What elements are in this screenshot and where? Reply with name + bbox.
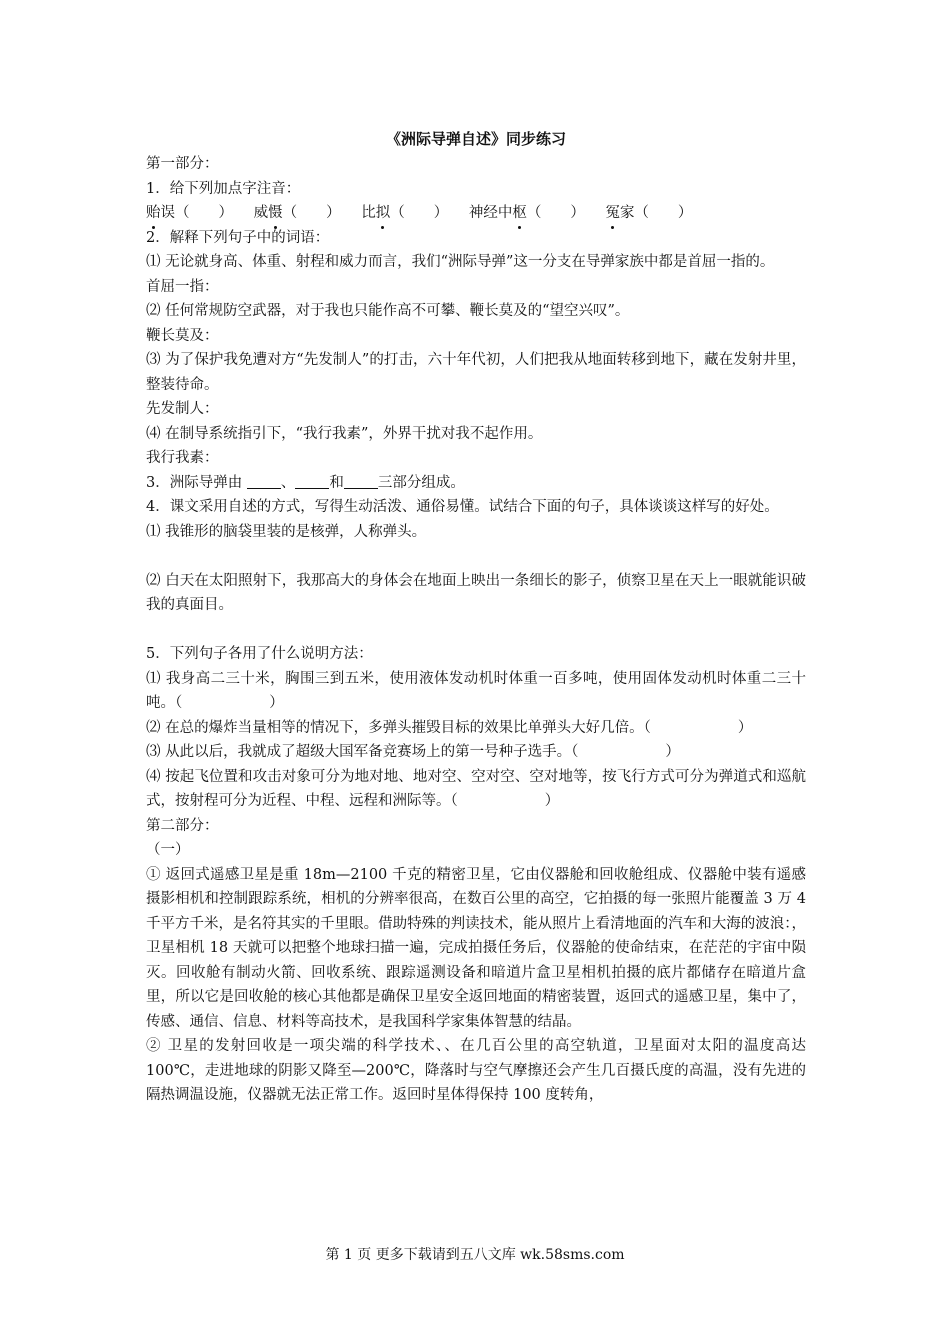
- dotted-char: 枢: [512, 201, 527, 226]
- document-body: [146, 126, 806, 1108]
- q2-word-2: 鞭长莫及：: [146, 327, 219, 344]
- q4-stem: 4．课文采用自述的方式，写得生动活泼、通俗易懂。试结合下面的句子，具体谈谈这样写的好处。: [146, 499, 779, 515]
- passage-paragraph-1: ① 返回式遥感卫星是重 18m—2100 千克的精密卫星，它由仪器舱和回收舱组成、仪器舱中装有遥感摄影相机和控制跟踪系统，相机的分辨率很高，在数百公里的高空，它拍摄的每一张照片能覆盖 3 万 4 千平方千米，是名符其实的千里眼。借助特殊的判读技术，能从照片上看清地面的汽车和大海的波浪：，卫星相机 18 天就可以把整个地球扫描一遍，完成拍摄任务后，仪器舱的使命结束，在茫茫的宇宙中陨灭。回收舱有制动火箭、回收系统、跟踪遥测设备和暗道片盒卫星相机拍摄的底片都储存在暗道片盒里，所以它是回收舱的核心其他都是确保卫星安全返回地面的精密装置，返回式的遥感卫星，集中了，传感、通信、信息、材料等高技术，是我国科学家集体智慧的结晶。: [146, 866, 806, 1030]
- q1-item: 威慑（ ）: [254, 201, 341, 226]
- q5-sentence-4: ⑷ 按起飞位置和攻击对象可分为地对地、地对空、空对空、空对地等，按飞行方式可分为弹道式和巡航式，按射程可分为近程、中程、远程和洲际等。（ ）: [146, 768, 806, 809]
- q1-items: [146, 201, 806, 226]
- q4-sentence-1: ⑴ 我锥形的脑袋里装的是核弹，人称弹头。: [146, 523, 427, 540]
- q5-sentence-2: ⑵ 在总的爆炸当量相等的情况下，多弹头摧毁目标的效果比单弹头大好几倍。（ ）: [146, 719, 753, 736]
- q2-sentence-1: ⑴ 无论就身高、体重、射程和威力而言，我们“洲际导弹”这一分支在导弹家族中都是首屈一指的。: [146, 254, 775, 270]
- q5-stem: 5．下列句子各用了什么说明方法：: [146, 646, 373, 662]
- q5-sentence-1: ⑴ 我身高二三十米，胸围三到五米，使用液体发动机时体重一百多吨，使用固体发动机时体重二三十吨。（ ）: [146, 670, 806, 711]
- q2-word-1: 首屈一指：: [146, 278, 219, 295]
- page-footer: 第 1 页 更多下载请到五八文库 wk.58sms.com: [325, 1247, 625, 1263]
- answer-blank[interactable]: [344, 474, 378, 489]
- q4-sentence-2: ⑵ 白天在太阳照射下，我那高大的身体会在地面上映出一条细长的影子，侦察卫星在天上一眼就能识破我的真面目。: [146, 572, 806, 613]
- answer-space: [146, 618, 806, 643]
- page-title: 《洲际导弹自述》同步练习: [385, 130, 566, 148]
- q2-sentence-2: ⑵ 任何常规防空武器，对于我也只能作高不可攀、鞭长莫及的“望空兴叹”。: [146, 303, 630, 319]
- dotted-char: 慑: [268, 201, 283, 226]
- dotted-char: 贻: [146, 201, 161, 226]
- dotted-char: 冤: [605, 201, 620, 226]
- answer-blank[interactable]: [295, 474, 329, 489]
- q2-stem: 2．解释下列句子中的词语：: [146, 229, 330, 246]
- q1-item: 神经中枢（ ）: [469, 201, 585, 226]
- q1-item: 冤家（ ）: [605, 201, 692, 226]
- q2-sentence-4: ⑷ 在制导系统指引下，“我行我素”，外界干扰对我不起作用。: [146, 425, 543, 442]
- q1-item: 比拟（ ）: [361, 201, 448, 226]
- part1-heading: 第一部分：: [146, 156, 219, 172]
- dotted-char: 拟: [376, 201, 391, 226]
- q1-item: 贻误（ ）: [146, 201, 233, 226]
- passage-paragraph-2: ② 卫星的发射回收是一项尖端的科学技术、、在几百公里的高空轨道，卫星面对太阳的温度高达 100℃，走进地球的阴影又降至—200℃，降落时与空气摩擦还会产生几百摄氏度的高温，没有先进的隔热调温设施，仪器就无法正常工作。返回时星体得保持 100 度转角，: [146, 1038, 806, 1103]
- q2-word-3: 先发制人：: [146, 401, 219, 417]
- q2-word-4: 我行我素：: [146, 450, 219, 466]
- part2-heading: 第二部分：: [146, 817, 219, 834]
- answer-blank[interactable]: [247, 474, 281, 489]
- part2-subheading: （一）: [146, 842, 190, 858]
- q2-sentence-3: ⑶ 为了保护我免遭对方“先发制人”的打击，六十年代初，人们把我从地面转移到地下，藏在发射井里，整装待命。: [146, 352, 806, 393]
- answer-space: [146, 544, 806, 569]
- q3: 3．洲际导弹由 、 和 三部分组成。: [146, 474, 465, 491]
- q5-sentence-3: ⑶ 从此以后，我就成了超级大国军备竞赛场上的第一号种子选手。（ ）: [146, 744, 680, 760]
- q1-stem: 1．给下列加点字注音：: [146, 180, 301, 197]
